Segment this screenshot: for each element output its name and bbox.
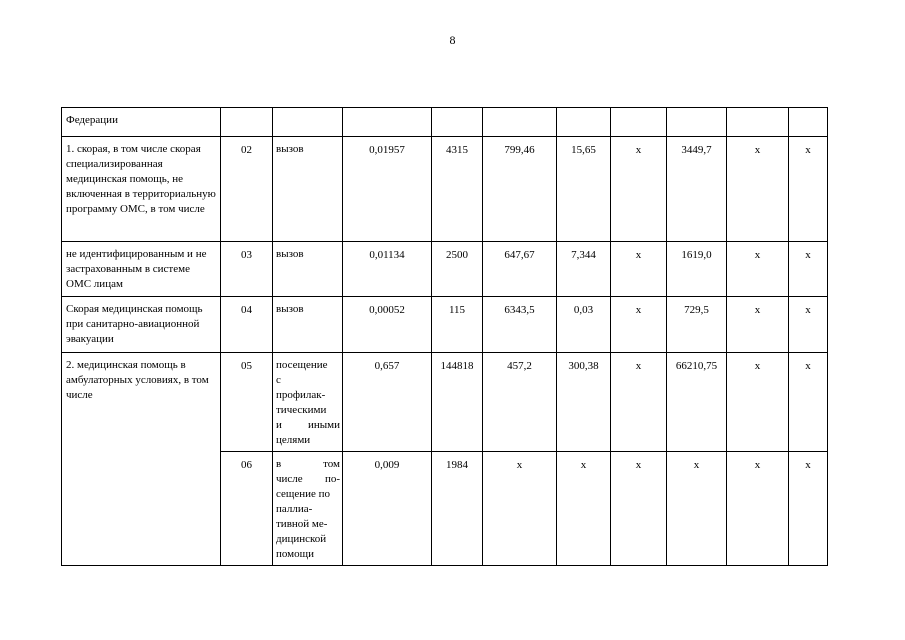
value-cell: 1984 (432, 452, 483, 566)
value-cell: 15,65 (557, 137, 611, 242)
table-row (62, 297, 828, 353)
row-code-cell: 04 (221, 297, 273, 353)
unit-line: дицинской (276, 533, 327, 545)
value-cell: 2500 (432, 242, 483, 297)
value-cell: 799,46 (483, 137, 557, 242)
value-cell: х (789, 297, 828, 353)
value-cell: 115 (432, 297, 483, 353)
value-cell (557, 108, 611, 137)
value-cell: х (483, 452, 557, 566)
row-name-cell: 1. скорая, в том числе скорая специализированная медицинская помощь, не включенная в территориальную программу ОМС, в том числе (62, 137, 221, 242)
value-cell: х (667, 452, 727, 566)
unit-line: вызов (276, 303, 304, 315)
row-unit-cell (273, 242, 343, 297)
row-name-cell: 2. медицинская помощь в амбулаторных условиях, в том числе (62, 353, 221, 566)
value-cell: х (611, 137, 667, 242)
unit-line: паллиа- (276, 503, 313, 515)
value-cell (667, 108, 727, 137)
row-code-cell: 06 (221, 452, 273, 566)
row-unit-cell (273, 353, 343, 452)
value-cell: 3449,7 (667, 137, 727, 242)
value-cell: 144818 (432, 353, 483, 452)
value-cell: 729,5 (667, 297, 727, 353)
value-cell: 0,01957 (343, 137, 432, 242)
row-name-cell: Скорая медицинская помощь при санитарно-авиационной эвакуации (62, 297, 221, 353)
value-cell: 0,01134 (343, 242, 432, 297)
table-row (62, 108, 828, 137)
unit-line: тическими (276, 404, 327, 416)
row-code-cell (221, 108, 273, 137)
value-cell (789, 108, 828, 137)
row-code-cell: 05 (221, 353, 273, 452)
unit-line: профилак- (276, 389, 326, 401)
row-unit-cell (273, 108, 343, 137)
row-unit-cell (273, 297, 343, 353)
unit-line: сещение по (276, 488, 331, 500)
unit-line: вызов (276, 143, 304, 155)
value-cell: 7,344 (557, 242, 611, 297)
row-unit-cell (273, 452, 343, 566)
value-cell: х (789, 137, 828, 242)
value-cell: х (789, 452, 828, 566)
value-cell: х (557, 452, 611, 566)
value-cell: 1619,0 (667, 242, 727, 297)
value-cell: 0,03 (557, 297, 611, 353)
value-cell: х (611, 452, 667, 566)
value-cell: х (611, 242, 667, 297)
unit-line: помощи (276, 548, 314, 560)
row-unit-cell (273, 137, 343, 242)
value-cell: х (727, 353, 789, 452)
data-table (61, 107, 828, 566)
value-cell: х (611, 297, 667, 353)
value-cell: 6343,5 (483, 297, 557, 353)
value-cell: 4315 (432, 137, 483, 242)
row-name-cell: не идентифицированным и не застрахованным в системе ОМС лицам (62, 242, 221, 297)
value-cell: 647,67 (483, 242, 557, 297)
value-cell: х (789, 242, 828, 297)
unit-line: тивной ме- (276, 518, 328, 530)
row-code-cell: 03 (221, 242, 273, 297)
value-cell: х (727, 452, 789, 566)
value-cell: х (611, 353, 667, 452)
value-cell: х (727, 137, 789, 242)
value-cell: 0,009 (343, 452, 432, 566)
unit-line: посещение (276, 359, 328, 371)
value-cell (343, 108, 432, 137)
value-cell: 66210,75 (667, 353, 727, 452)
table-row (62, 137, 828, 242)
value-cell: х (789, 353, 828, 452)
unit-line: вызов (276, 248, 304, 260)
unit-line: и иными (276, 419, 340, 431)
value-cell: х (727, 242, 789, 297)
table-row (62, 353, 828, 452)
row-code-cell: 02 (221, 137, 273, 242)
value-cell (483, 108, 557, 137)
value-cell: 0,00052 (343, 297, 432, 353)
value-cell: 300,38 (557, 353, 611, 452)
value-cell (432, 108, 483, 137)
value-cell: 457,2 (483, 353, 557, 452)
page-number: 8 (449, 33, 456, 47)
table-row (62, 242, 828, 297)
value-cell: 0,657 (343, 353, 432, 452)
unit-line: числе по- (276, 473, 340, 485)
row-name-cell: Федерации (62, 108, 221, 137)
unit-line: в том (276, 458, 340, 470)
value-cell: х (727, 297, 789, 353)
value-cell (727, 108, 789, 137)
unit-line: с (276, 374, 281, 386)
value-cell (611, 108, 667, 137)
unit-line: целями (276, 434, 311, 446)
